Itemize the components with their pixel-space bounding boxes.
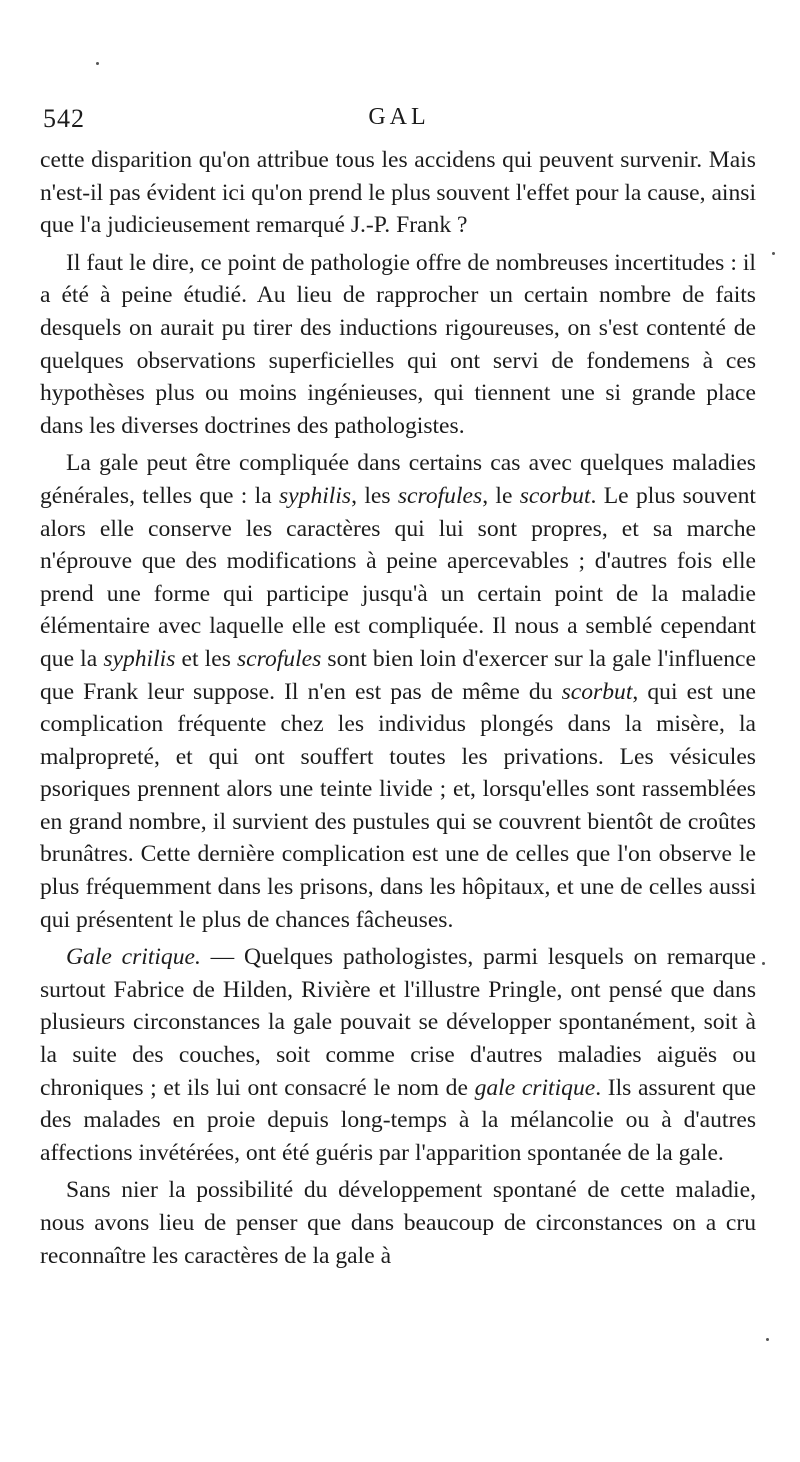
page-number: 542	[43, 104, 85, 133]
paragraph	[40, 144, 756, 242]
page-header	[43, 104, 755, 144]
paragraph	[40, 447, 756, 936]
text-run: , les	[351, 482, 398, 509]
italic-text: syphilis	[279, 482, 352, 509]
text-run: cette disparition qu'on attribue tous les accidens qui peuvent survenir. Mais n'est-il pas évident ici qu'on prend le plus souvent l'effet pour la cause, ainsi que l'a judicieusement remarqué J.-P. Frank ?	[40, 147, 757, 239]
italic-text: scrofules	[236, 645, 322, 672]
body-text	[40, 144, 756, 1277]
italic-text: scrofules	[397, 482, 483, 509]
text-run: . Le plus souvent alors elle conserve les caractères qui lui sont propres, et sa marche n'éprouve que des modifications à peine apercevables ; d'autres fois elle prend une forme qui participe jusqu'à un certain point de la maladie élémentaire avec laquelle elle est compliquée. Il nous a semblé cependant que la	[40, 482, 756, 672]
text-run: Sans nier la possibilité du développement spontané de cette maladie, nous avons lieu de penser que dans beaucoup de circonstances on a cru reconnaître les caractères de la gale à	[40, 1177, 756, 1269]
print-speck	[762, 962, 765, 965]
print-speck	[96, 62, 99, 65]
text-run: Il faut le dire, ce point de pathologie offre de nombreuses incertitudes : il a été à peine étudié. Au lieu de rapprocher un certain nombre de faits desquels on aurait pu tirer des inductions rigoureuses, on s'est contenté de quelques observations superficielles qui ont servi de fondemens à ces hypothèses plus ou moins ingénieuses, qui tiennent une si grande place dans les diverses doctrines des pathologistes.	[40, 249, 756, 439]
italic-text: scorbut	[519, 482, 591, 509]
italic-text: Gale critique.	[66, 944, 201, 971]
text-run: — Quelques pathologistes, parmi lesquels on remarque surtout Fabrice de Hilden, Rivière et l'illustre Pringle, ont pensé que dans plusieurs circonstances la gale pouvait se développer spontanément, soit à la suite des couches, soit comme crise d'autres maladies aiguës ou chroniques ; et ils lui ont consacré le nom de	[40, 944, 756, 1101]
italic-text: scorbut	[561, 678, 633, 705]
text-run: et les	[175, 645, 237, 672]
text-run: La gale peut être compliquée dans certains cas avec quelques maladies générales, telles que : la	[40, 450, 756, 509]
paragraph	[40, 247, 756, 443]
text-run: sont bien loin d'exercer sur la gale l'influence que Frank leur suppose. Il n'en est pas de même du	[40, 645, 757, 705]
paragraph	[40, 1174, 756, 1272]
print-speck	[772, 252, 775, 255]
paragraph	[40, 941, 756, 1169]
running-head: GAL	[368, 104, 430, 130]
italic-text: gale critique	[474, 1074, 596, 1101]
text-run: , le	[482, 482, 520, 509]
print-speck	[766, 1338, 769, 1341]
text-run: . Ils assurent que des malades en proie depuis long-temps à la mélancolie ou à d'autres affections invétérées, ont été guéris par l'apparition spontanée de la gale.	[40, 1074, 757, 1166]
italic-text: syphilis	[103, 645, 176, 672]
text-run: , qui est une complication fréquente chez les individus plongés dans la misère, la malpropreté, et qui ont souffert toutes les privations. Les vésicules psoriques prennent alors une teinte livide ; et, lorsqu'elles sont rassemblées en grand nombre, il survient des pustules qui se couvrent bientôt de croûtes brunâtres. Cette dernière complication est une de celles que l'on observe le plus fréquemment dans les prisons, dans les hôpitaux, et une de celles aussi qui présentent le plus de chances fâcheuses.	[40, 678, 756, 933]
